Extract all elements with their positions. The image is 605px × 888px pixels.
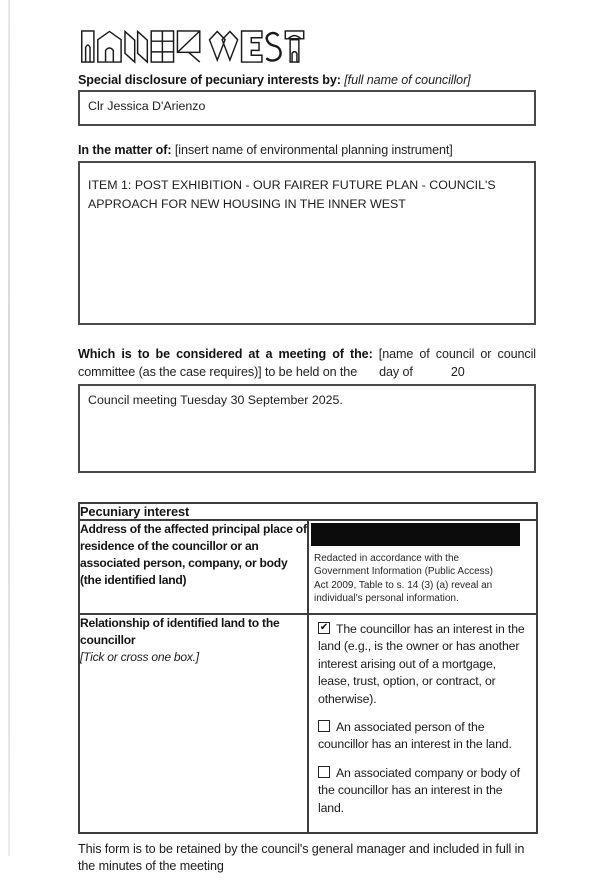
redaction-note: Redacted in accordance with the Government Information (Public Access) Act 2009, Table to s. 14 (3) (a) reveal an individual's personal information.: [314, 553, 493, 604]
scan-edge-artifact: [8, 0, 10, 856]
meeting-field: [78, 384, 536, 473]
option-associated-person: [318, 719, 527, 754]
table-header-row: [79, 503, 537, 520]
councillor-name-value: Clr Jessica D'Arienzo: [88, 99, 206, 113]
checkbox-checked-icon: ✔: [319, 622, 329, 633]
meeting-value: Council meeting Tuesday 30 September 2025.: [88, 393, 343, 408]
matter-field: [78, 161, 536, 325]
matter-value: ITEM 1: POST EXHIBITION - OUR FAIRER FUTURE PLAN - COUNCIL'S APPROACH FOR NEW HOUSING IN THE INNER WEST: [88, 178, 496, 212]
option-associated-company: [318, 765, 527, 817]
meeting-label-suffix: to be held on the: [264, 364, 358, 379]
address-label-cell: Address of the affected principal place of residence of the councillor or an associated person, company, or body (the identified land): [79, 520, 308, 614]
relationship-instruction: [Tick or cross one box.]: [80, 649, 199, 664]
option-councillor-interest: [318, 621, 527, 708]
inner-west-logo: [78, 30, 307, 64]
relationship-label-cell: [79, 614, 308, 833]
redaction-bar: [311, 523, 520, 546]
address-row: [79, 520, 537, 614]
checkbox-unchecked-icon: [318, 766, 330, 778]
disclosure-form-page: [78, 30, 536, 888]
table-header-cell: Pecuniary interest: [79, 503, 537, 520]
meeting-placeholder: [name of council or council committee (as the case requires)]: [78, 347, 536, 379]
day-of-label: day of: [379, 364, 413, 379]
address-value-cell: [308, 520, 537, 614]
relationship-row: [79, 614, 537, 833]
meeting-label-paragraph: [78, 346, 536, 381]
matter-placeholder: [insert name of environmental planning instrument]: [174, 143, 453, 157]
meeting-label-bold: Which is to be considered at a meeting of the:: [78, 347, 373, 361]
disclosure-label-line: [78, 73, 536, 88]
option-label: An associated company or body of the councillor has an interest in the land.: [318, 765, 520, 815]
relationship-options-cell: [308, 614, 537, 833]
matter-label-line: [78, 143, 536, 158]
matter-label: In the matter of:: [78, 143, 172, 157]
councillor-name-field: [78, 90, 536, 126]
option-label: An associated person of the councillor has an interest in the land.: [318, 720, 512, 752]
option-label: The councillor has an interest in the land (e.g., is the owner or has another interest arising out of a mortgage, lease, trust, option, or contract, or otherwise).: [318, 622, 525, 706]
relationship-options-list: [309, 615, 536, 832]
retention-note: This form is to be retained by the council's general manager and included in full in the minutes of the meeting: [78, 842, 525, 874]
relationship-label: Relationship of identified land to the councillor: [80, 616, 280, 647]
year-prefix: 20: [450, 364, 465, 379]
checkbox-unchecked-icon: [318, 720, 330, 732]
disclosure-placeholder: [full name of councillor]: [344, 73, 471, 87]
pecuniary-interest-table: [78, 502, 538, 834]
disclosure-label: Special disclosure of pecuniary interests by:: [78, 73, 341, 87]
